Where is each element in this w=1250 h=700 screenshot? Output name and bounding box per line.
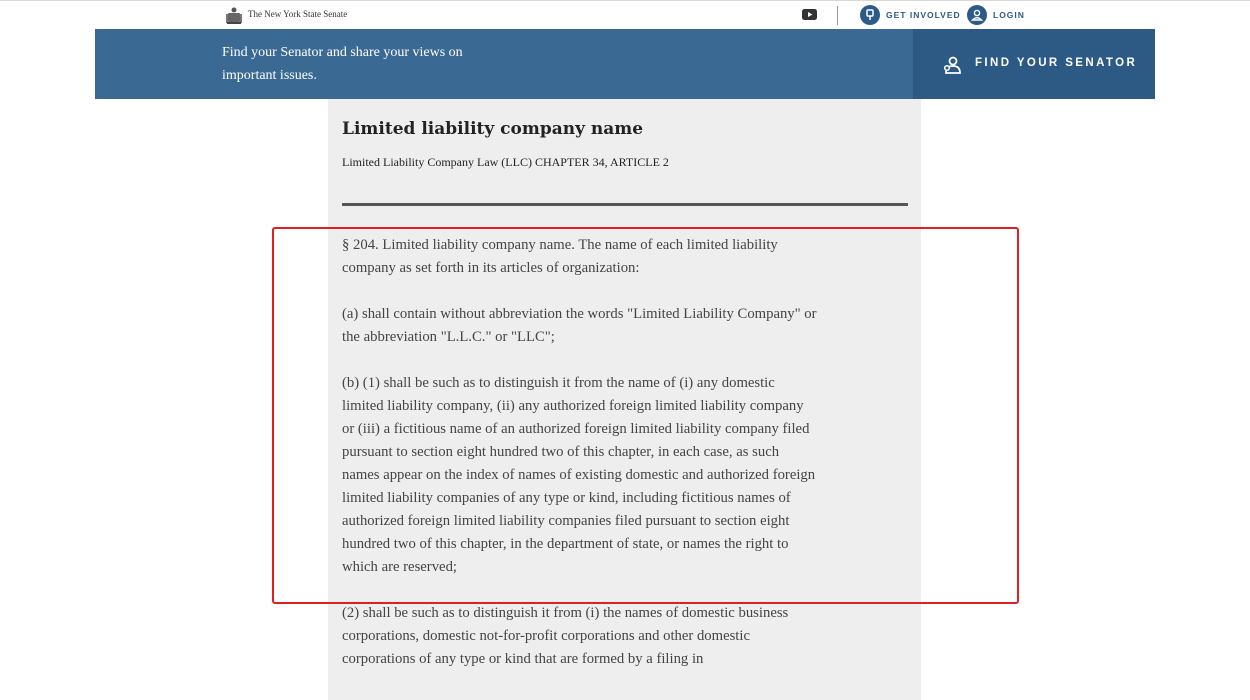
nys-seal-icon[interactable]: [225, 6, 243, 25]
law-content-panel: [328, 99, 921, 700]
law-paragraph: (b) (1) shall be such as to distinguish it from the name of (i) any domestic limited liability company, (ii) any authorized foreign limited liability company or (iii) a fictitious name of an authorized foreign limited liability company filed pursuant to section eight hundred two of this chapter, in each case, as such names appear on the index of names of existing domestic and authorized foreign limited liability companies of any type or kind, including fictitious names of authorized foreign limited liability companies filed pursuant to section eight hundred two of this chapter, in the department of state, or names the right to which are reserved;: [342, 375, 816, 575]
law-chapter-subtitle: Limited Liability Company Law (LLC) CHAPTER 34, ARTICLE 2: [342, 155, 669, 169]
site-name-link[interactable]: The New York State Senate: [248, 9, 348, 19]
law-text-body: [342, 234, 817, 694]
get-involved-link[interactable]: GET INVOLVED: [886, 10, 961, 20]
law-paragraph: (2) shall be such as to distinguish it from (i) the names of domestic business corporations, domestic not-for-profit corporations and other domestic corporations of any type or kind that are formed by a filing in: [342, 605, 789, 667]
topbar-divider: [837, 6, 838, 25]
law-paragraph: § 204. Limited liability company name. The name of each limited liability company as set forth in its articles of organization:: [342, 237, 778, 276]
banner-text: Find your Senator and share your views on important issues.: [222, 45, 463, 83]
law-paragraph: (a) shall contain without abbreviation the words "Limited Liability Company" or the abbreviation "L.L.C." or "LLC";: [342, 306, 817, 345]
find-your-senator-label: FIND YOUR SENATOR: [975, 57, 1138, 69]
login-link[interactable]: LOGIN: [993, 10, 1025, 20]
section-divider: [342, 203, 908, 206]
find-senator-banner: [95, 29, 1155, 99]
senator-search-icon: [943, 56, 963, 74]
page-title: Limited liability company name: [342, 119, 644, 139]
top-utility-bar: [0, 0, 1250, 30]
user-icon[interactable]: [967, 5, 987, 25]
pin-icon[interactable]: [860, 5, 880, 25]
find-your-senator-button[interactable]: [913, 29, 1155, 99]
youtube-icon[interactable]: [802, 9, 817, 20]
